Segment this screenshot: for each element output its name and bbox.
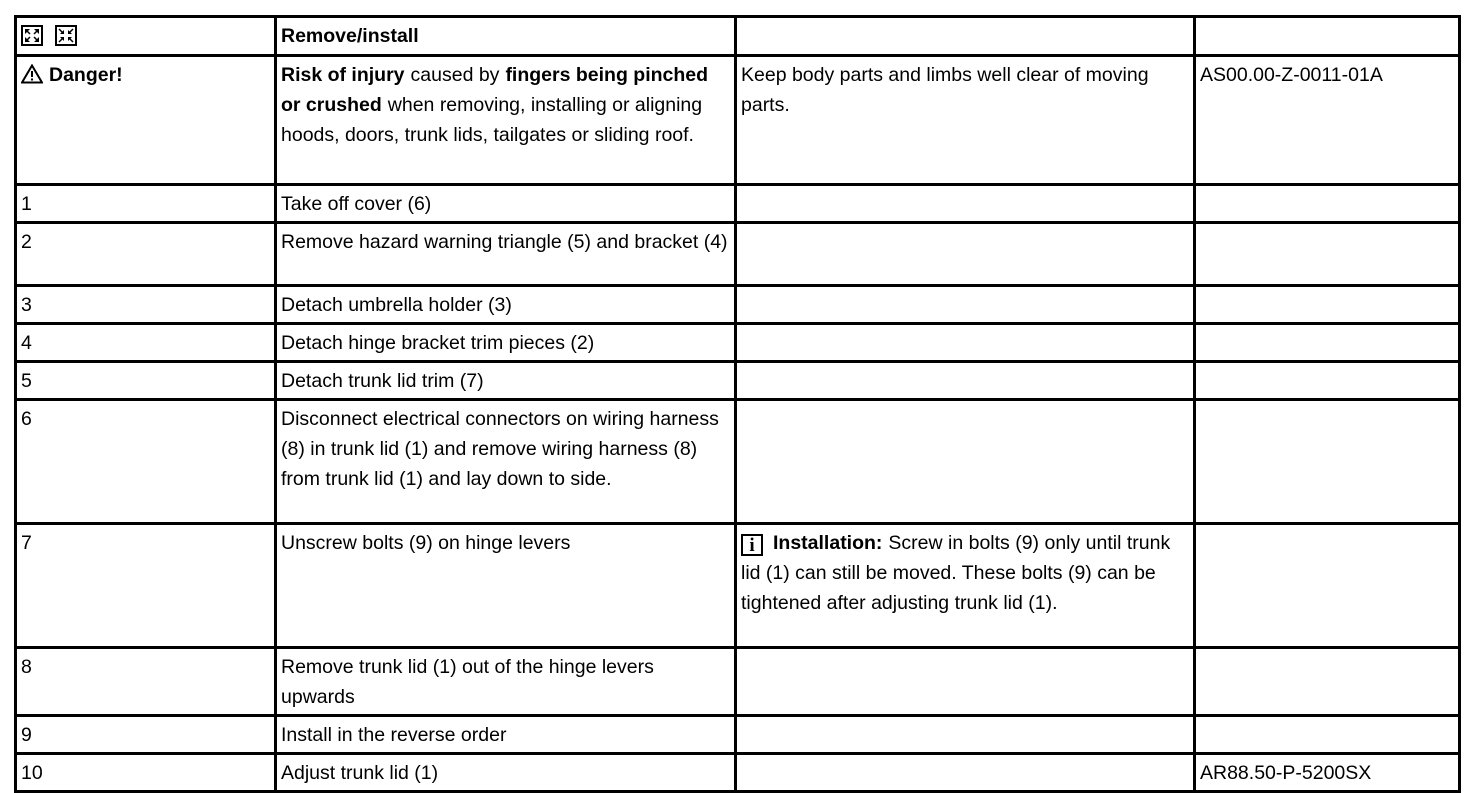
step-text: Remove hazard warning triangle (5) and bracket (4) [276,223,736,286]
header-empty-3 [736,17,1195,56]
step-ref [1195,185,1460,223]
step-ref [1195,648,1460,716]
header-title: Remove/install [276,17,736,56]
step-number: 7 [16,524,276,648]
step-text: Remove trunk lid (1) out of the hinge levers upwards [276,648,736,716]
step-note [736,716,1195,754]
step-note [736,185,1195,223]
step-ref [1195,400,1460,524]
collapse-icon[interactable] [55,25,77,46]
danger-risk: Risk of injury [281,64,405,86]
step-text: Detach trunk lid trim (7) [276,362,736,400]
step-number: 6 [16,400,276,524]
table-row [16,185,1460,223]
info-icon: i [741,534,763,556]
step-number: 9 [16,716,276,754]
table-row [16,362,1460,400]
table-row [16,324,1460,362]
warning-triangle-icon [21,64,43,84]
danger-label: Danger! [49,64,123,86]
step-text: Take off cover (6) [276,185,736,223]
step-note [736,324,1195,362]
danger-context: when removing, installing or aligning hoods, doors, trunk lids, tailgates or sliding roof. [281,94,703,146]
step-ref [1195,286,1460,324]
step-ref [1195,524,1460,648]
table-row [16,400,1460,524]
step-reference-link[interactable]: AR88.50-P-5200SX [1195,754,1460,792]
table-row [16,648,1460,716]
danger-row [16,56,1460,185]
installation-note: Screw in bolts (9) only until trunk lid (1) can still be moved. These bolts (9) can be tightened after adjusting trunk lid (1). [741,532,1171,614]
step-ref [1195,362,1460,400]
step-text: Disconnect electrical connectors on wiring harness (8) in trunk lid (1) and remove wiring harness (8) from trunk lid (1) and lay down to side. [276,400,736,524]
step-ref [1195,716,1460,754]
danger-reference[interactable]: AS00.00-Z-0011-01A [1195,56,1460,185]
step-number: 1 [16,185,276,223]
step-text: Unscrew bolts (9) on hinge levers [276,524,736,648]
step-ref [1195,324,1460,362]
step-note [736,223,1195,286]
step-note [736,362,1195,400]
table-row [16,524,1460,648]
step-note [736,400,1195,524]
procedure-table [14,15,1461,793]
step-number: 4 [16,324,276,362]
header-row [16,17,1460,56]
step-number: 5 [16,362,276,400]
step-text: Adjust trunk lid (1) [276,754,736,792]
step-number: 8 [16,648,276,716]
step-note [736,648,1195,716]
step-number: 2 [16,223,276,286]
step-ref [1195,223,1460,286]
header-icons-cell [16,17,276,56]
step-text: Detach umbrella holder (3) [276,286,736,324]
header-empty-4 [1195,17,1460,56]
table-row [16,223,1460,286]
step-number: 10 [16,754,276,792]
step-note-cell [736,524,1195,648]
step-number: 3 [16,286,276,324]
danger-text-cell [276,56,736,185]
table-row [16,286,1460,324]
step-text: Install in the reverse order [276,716,736,754]
danger-hazard: fingers being pinched or crushed [281,64,709,116]
danger-instruction: Keep body parts and limbs well clear of moving parts. [736,56,1195,185]
step-note [736,286,1195,324]
danger-caused-by: caused by [410,64,500,86]
table-row [16,754,1460,792]
installation-label: Installation: [773,532,883,554]
step-note [736,754,1195,792]
danger-label-cell [16,56,276,185]
step-text: Detach hinge bracket trim pieces (2) [276,324,736,362]
expand-icon[interactable] [21,25,43,46]
table-row [16,716,1460,754]
